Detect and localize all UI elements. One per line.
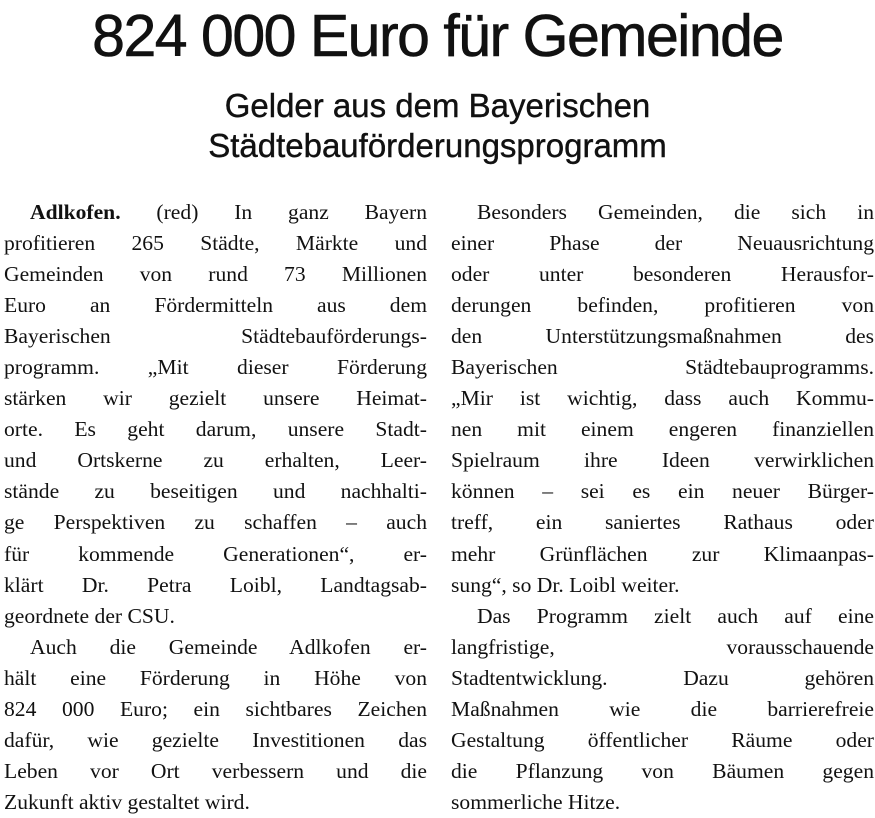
body-line: dafür, wie gezielte Investitionen das	[4, 727, 427, 752]
dateline: Adlkofen.	[30, 200, 121, 224]
body-line: Spielraum ihre Ideen verwirklichen	[451, 448, 874, 473]
body-line: programm. „Mit dieser Förderung	[4, 355, 427, 380]
body-line: stärken wir gezielt unsere Heimat-	[4, 386, 427, 411]
body-line	[4, 197, 427, 228]
body-line: sommerliche Hitze.	[451, 789, 621, 814]
article-column-right	[451, 197, 874, 818]
subheadline-line: Gelder aus dem Bayerischen	[224, 87, 651, 124]
body-line: „Mir ist wichtig, dass auch Kommu-	[451, 386, 874, 411]
body-line: langfristige, vorausschauende	[451, 634, 874, 659]
body-line: Bayerischen Städtebauprogramms.	[451, 355, 874, 380]
body-line: oder unter besonderen Herausfor-	[451, 262, 874, 287]
article-subheadline	[0, 86, 875, 166]
body-line: Leben vor Ort verbessern und die	[4, 758, 427, 783]
body-line: die Pflanzung von Bäumen gegen	[451, 758, 874, 783]
body-line: den Unterstützungsmaßnahmen des	[451, 324, 874, 349]
body-line: Das Programm zielt auch auf eine	[477, 603, 874, 628]
body-line: können – sei es ein neuer Bürger-	[451, 479, 874, 504]
body-line: nen mit einem engeren finanziellen	[451, 417, 874, 442]
body-line: und Ortskerne zu erhalten, Leer-	[4, 448, 427, 473]
body-text: (red) In ganz Bayern	[120, 200, 427, 224]
body-line: klärt Dr. Petra Loibl, Landtagsab-	[4, 572, 427, 597]
body-line: Besonders Gemeinden, die sich in	[477, 200, 874, 224]
body-line: treff, ein saniertes Rathaus oder	[451, 510, 874, 535]
body-line: profitieren 265 Städte, Märkte und	[4, 231, 427, 256]
body-line: ge Perspektiven zu schaffen – auch	[4, 510, 427, 535]
body-line: hält eine Förderung in Höhe von	[4, 665, 427, 690]
body-line: Zukunft aktiv gestaltet wird.	[4, 789, 250, 814]
body-line: Bayerischen Städtebauförderungs-	[4, 324, 427, 349]
body-line: Maßnahmen wie die barrierefreie	[451, 696, 874, 721]
body-line: stände zu beseitigen und nachhalti-	[4, 479, 427, 504]
body-line: Stadtentwicklung. Dazu gehören	[451, 665, 874, 690]
body-line: Gestaltung öffentlicher Räume oder	[451, 727, 874, 752]
body-line: Gemeinden von rund 73 Millionen	[4, 262, 427, 287]
body-line: sung“, so Dr. Loibl weiter.	[451, 572, 680, 597]
article-column-left	[4, 197, 427, 818]
body-line: geordnete der CSU.	[4, 603, 175, 628]
body-line: orte. Es geht darum, unsere Stadt-	[4, 417, 427, 442]
article-headline: 824 000 Euro für Gemeinde	[92, 3, 783, 69]
body-line: Euro an Fördermitteln aus dem	[4, 293, 427, 318]
body-line: 824 000 Euro; ein sichtbares Zeichen	[4, 696, 427, 721]
body-line: einer Phase der Neuausrichtung	[451, 231, 874, 256]
subheadline-line: Städtebauförderungsprogramm	[208, 127, 667, 164]
body-line: mehr Grünflächen zur Klimaanpas-	[451, 541, 874, 566]
body-line: derungen befinden, profitieren von	[451, 293, 874, 318]
body-line: für kommende Generationen“, er-	[4, 541, 427, 566]
body-line: Auch die Gemeinde Adlkofen er-	[30, 634, 427, 659]
